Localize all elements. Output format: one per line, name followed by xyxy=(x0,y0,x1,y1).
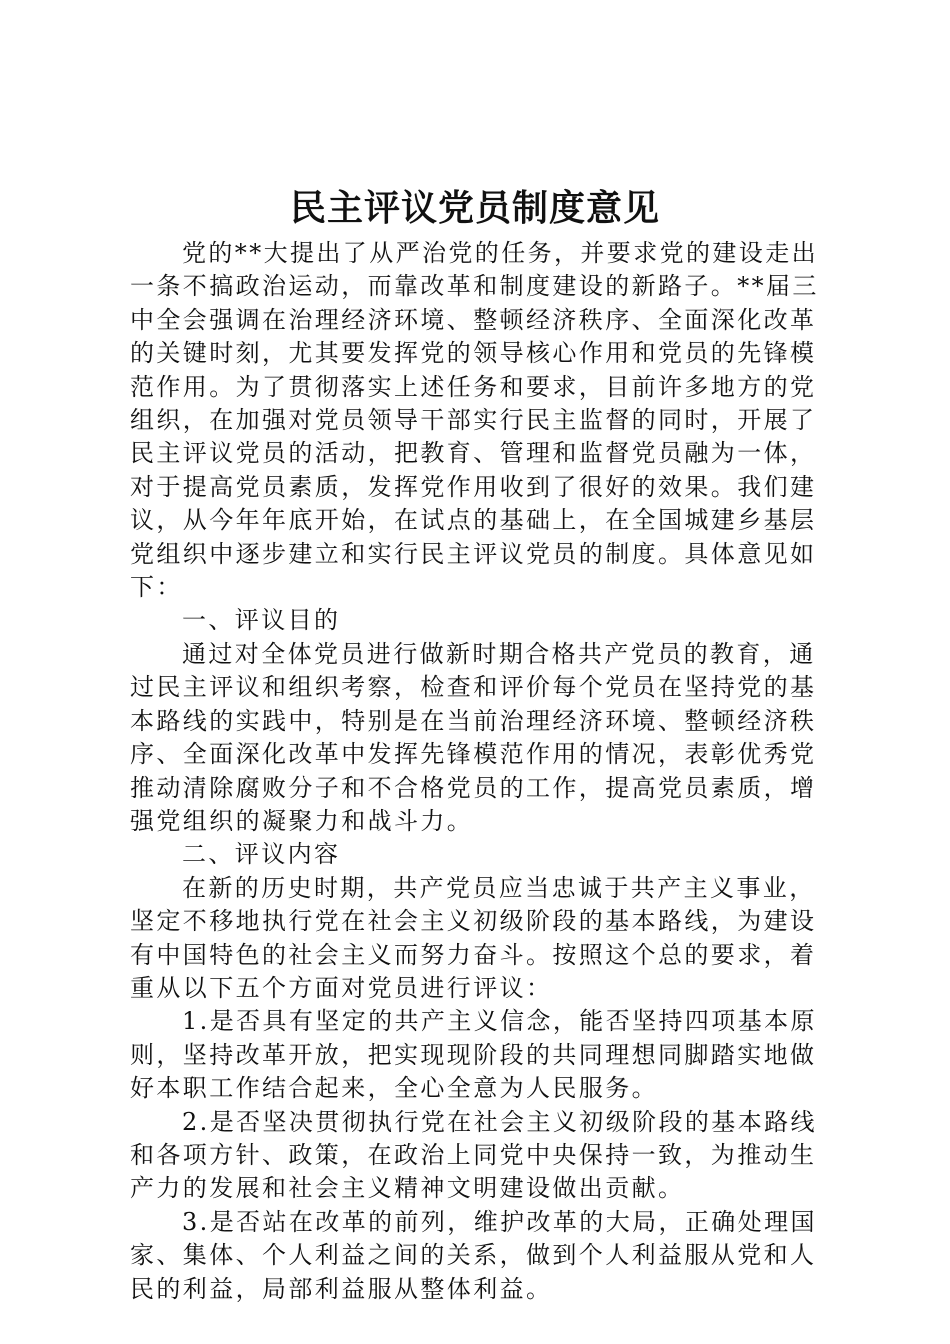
paragraph-content: 在新的历史时期，共产党员应当忠诚于共产主义事业，坚定不移地执行党在社会主义初级阶段的基本路线，为建设有中国特色的社会主义而努力奋斗。按照这个总的要求，着重从以下五个方面对党员进行评议： xyxy=(130,873,817,1002)
section-heading-content: 二、评议内容 xyxy=(182,840,341,869)
list-item-2: 2.是否坚决贯彻执行党在社会主义初级阶段的基本路线和各项方针、政策，在政治上同党中央保持一致，为推动生产力的发展和社会主义精神文明建设做出贡献。 xyxy=(130,1107,817,1203)
document-title: 民主评议党员制度意见 xyxy=(289,187,660,229)
section-heading-purpose: 一、评议目的 xyxy=(182,606,341,635)
paragraph-purpose: 通过对全体党员进行做新时期合格共产党员的教育，通过民主评议和组织考察，检查和评价每个党员在坚持党的基本路线的实践中，特别是在当前治理经济环境、整顿经济秩序、全面深化改革中发挥先锋模范作用的情况，表彰优秀党推动清除腐败分子和不合格党员的工作，提高党员素质，增强党组织的凝聚力和战斗力。 xyxy=(130,639,817,835)
list-item-1: 1.是否具有坚定的共产主义信念，能否坚持四项基本原则，坚持改革开放，把实现现阶段的共同理想同脚踏实地做好本职工作结合起来，全心全意为人民服务。 xyxy=(130,1007,817,1103)
document-body xyxy=(130,237,835,1306)
paragraph-intro: 党的**大提出了从严治党的任务，并要求党的建设走出一条不搞政治运动，而靠改革和制度建设的新路子。**届三中全会强调在治理经济环境、整顿经济秩序、全面深化改革的关键时刻，尤其要发挥党的领导核心作用和党员的先锋模范作用。为了贯彻落实上述任务和要求，目前许多地方的党组织，在加强对党员领导干部实行民主监督的同时，开展了民主评议党员的活动，把教育、管理和监督党员融为一体，对于提高党员素质，发挥党作用收到了很好的效果。我们建议，从今年年底开始，在试点的基础上，在全国城建乡基层党组织中逐步建立和实行民主评议党员的制度。具体意见如下： xyxy=(130,239,819,602)
list-item-3: 3.是否站在改革的前列，维护改革的大局，正确处理国家、集体、个人利益之间的关系，做到个人利益服从党和人民的利益，局部利益服从整体利益。 xyxy=(130,1207,817,1303)
